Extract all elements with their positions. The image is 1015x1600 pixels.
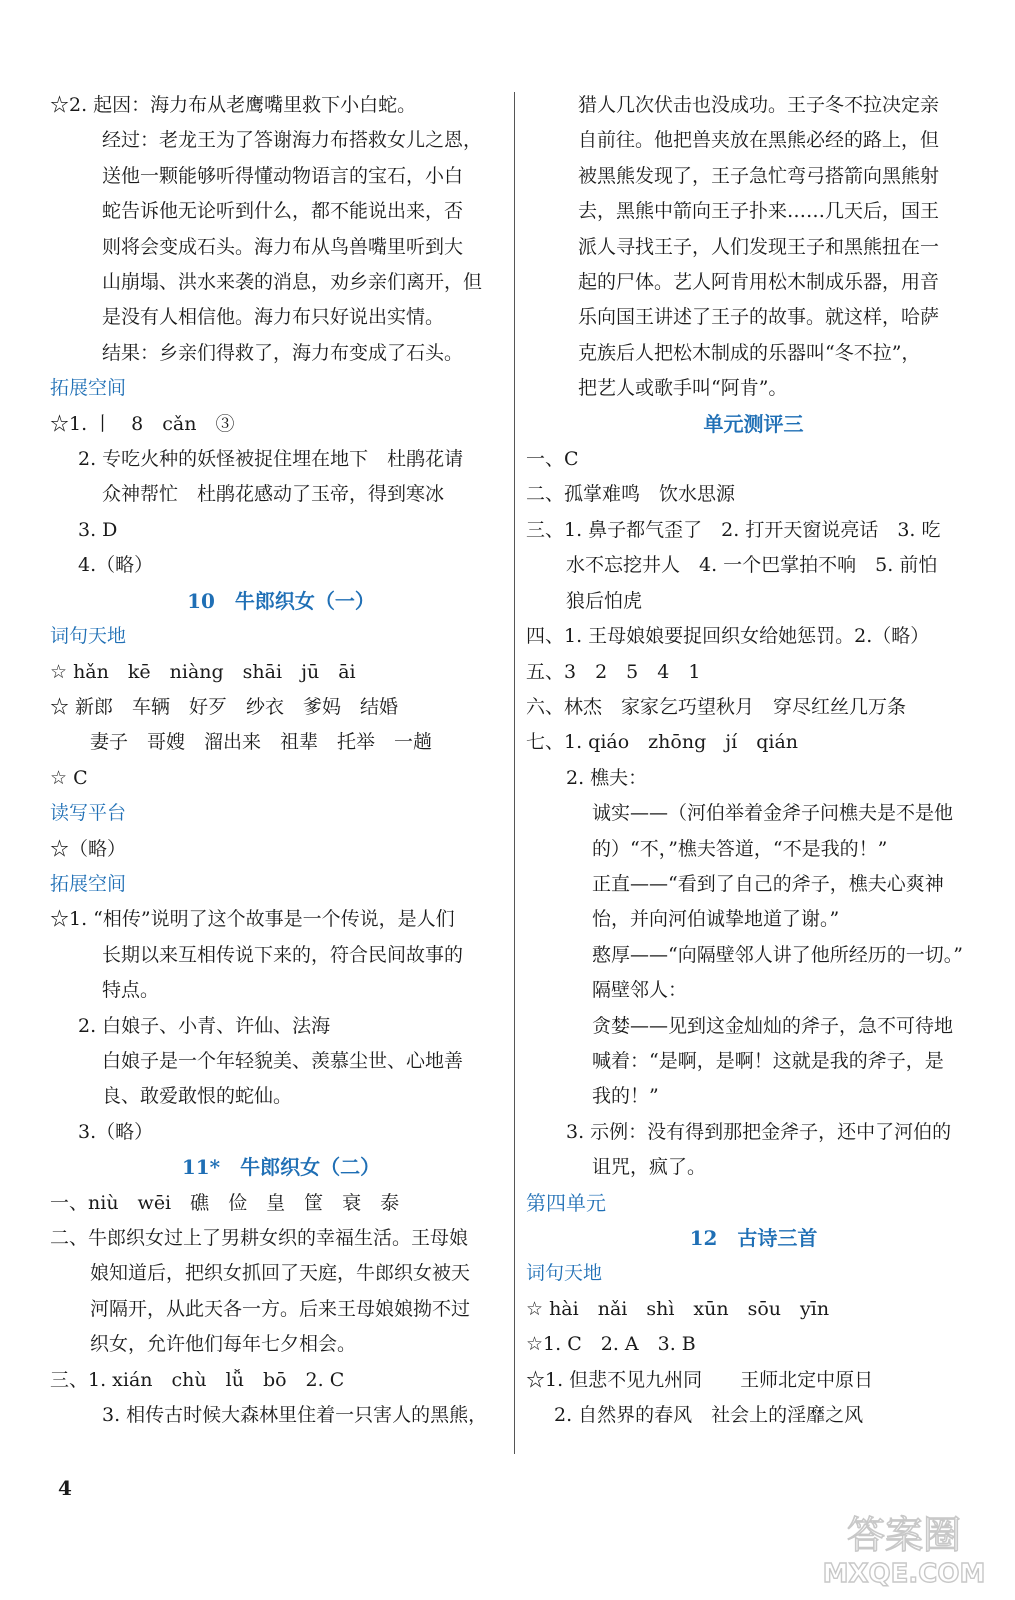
answer-line: 被黑熊发现了，王子急忙弯弓搭箭向黑熊射	[578, 164, 940, 187]
answer-line: 长期以来互相传说下来的，符合民间故事的	[102, 943, 464, 966]
column-divider	[514, 92, 515, 1454]
lesson-title: 单元测评三	[703, 411, 804, 436]
answer-line: 憨厚——“向隔壁邻人讲了他所经历的一切。”	[592, 943, 963, 966]
answer-line: 五、3 2 5 4 1	[526, 660, 701, 683]
answer-line: 特点。	[102, 979, 160, 1002]
answer-line: 山崩塌、洪水来袭的消息，劝乡亲们离开，但	[102, 271, 483, 294]
answer-line: 水不忘挖井人 4. 一个巴掌拍不响 5. 前怕	[566, 554, 938, 577]
answer-line: ☆ 新郎 车辆 好歹 纱衣 爹妈 结婚	[50, 695, 399, 718]
answer-line: 众神帮忙 杜鹃花感动了玉帝，得到寒冰	[102, 483, 445, 506]
answer-line: 娘知道后，把织女抓回了天庭，牛郎织女被天	[90, 1262, 471, 1285]
answer-line: 2. 樵夫：	[566, 766, 648, 789]
answer-line: 二、孤掌难鸣 饮水思源	[526, 483, 736, 506]
answer-line: 2. 白娘子、小青、许仙、法海	[78, 1014, 331, 1037]
section-heading: 词句天地	[50, 625, 127, 648]
answer-line: ☆2. 起因：海力布从老鹰嘴里救下小白蛇。	[50, 94, 417, 116]
answer-line: 二、牛郎织女过上了男耕女织的幸福生活。王母娘	[50, 1227, 469, 1249]
answer-line: 隔壁邻人：	[592, 979, 688, 1002]
answer-line: 一、niù wēi 礁 俭 皇 筐 衰 泰	[50, 1191, 400, 1214]
answer-line: 3. D	[78, 518, 118, 541]
answer-line: 是没有人相信他。海力布只好说出实情。	[102, 306, 445, 329]
answer-line: ☆1. C 2. A 3. B	[526, 1333, 696, 1356]
answer-line: 狼后怕虎	[566, 589, 643, 612]
answer-line: 4.（略）	[78, 554, 154, 577]
answer-line: 3. 示例：没有得到那把金斧子，还中了河伯的	[566, 1120, 952, 1143]
answer-line: 送他一颗能够听得懂动物语言的宝石，小白	[102, 164, 464, 187]
answer-line: 四、1. 王母娘娘要捉回织女给她惩罚。2.（略）	[526, 625, 930, 648]
answer-line: ☆ hài nǎi shì xūn sōu yīn	[526, 1297, 830, 1320]
answer-line: 的）“不，”樵夫答道，“不是我的！”	[592, 837, 888, 860]
answer-line: 我的！”	[592, 1085, 659, 1108]
answer-line: 织女，允许他们每年七夕相会。	[90, 1333, 357, 1356]
watermark-logo	[820, 1508, 988, 1590]
answer-line: 七、1. qiáo zhōng jí qián	[526, 731, 799, 754]
answer-line: 蛇告诉他无论听到什么，都不能说出来，否	[102, 200, 464, 223]
answer-line: 妻子 哥嫂 溜出来 祖辈 托举 一趟	[90, 731, 433, 754]
answer-line: ☆1. “相传”说明了这个故事是一个传说，是人们	[50, 908, 455, 931]
answer-line: 结果：乡亲们得救了，海力布变成了石头。	[102, 341, 464, 364]
answer-line: 3.（略）	[78, 1120, 154, 1143]
answer-line: 乐向国王讲述了王子的故事。就这样，哈萨	[578, 306, 940, 329]
answer-line: ☆（略）	[50, 837, 127, 860]
left-column	[50, 88, 512, 1433]
answer-line: 三、1. 鼻子都气歪了 2. 打开天窗说亮话 3. 吃	[526, 518, 941, 541]
answer-line: 正直——“看到了自己的斧子，樵夫心爽神	[592, 872, 944, 895]
answer-line: 良、敢爱敢恨的蛇仙。	[102, 1085, 293, 1108]
answer-line: 经过：老龙王为了答谢海力布搭救女儿之恩，	[102, 129, 483, 152]
answer-line: ☆1. 丨 8 cǎn ③	[50, 412, 235, 435]
watermark-text: 答案圈	[846, 1513, 962, 1557]
answer-line: 把艺人或歌手叫“阿肯”。	[578, 377, 788, 400]
answer-line: 喊着：“是啊，是啊！这就是我的斧子，是	[592, 1049, 944, 1072]
answer-line: 2. 专吃火种的妖怪被捉住埋在地下 杜鹃花请	[78, 448, 464, 471]
answer-line: 2. 自然界的春风 社会上的淫靡之风	[554, 1404, 864, 1427]
answer-line: ☆ C	[50, 766, 88, 789]
section-heading: 词句天地	[526, 1262, 603, 1285]
answer-line: 一、C	[526, 448, 579, 471]
right-column	[526, 88, 981, 1433]
page-number: 4	[58, 1476, 72, 1500]
answer-line: 六、林杰 家家乞巧望秋月 穿尽红丝几万条	[526, 695, 907, 718]
answer-line: 河隔开，从此天各一方。后来王母娘娘拗不过	[90, 1297, 471, 1320]
answer-line: ☆ hǎn kē niàng shāi jū āi	[50, 660, 356, 683]
section-heading: 拓展空间	[50, 872, 127, 895]
section-heading: 拓展空间	[50, 377, 127, 400]
answer-line: ☆1. 但悲不见九州同 王师北定中原日	[526, 1368, 874, 1391]
answer-line: 诅咒，疯了。	[592, 1156, 707, 1179]
answer-line: 3. 相传古时候大森林里住着一只害人的黑熊，	[102, 1404, 488, 1427]
answer-line: 派人寻找王子，人们发现王子和黑熊扭在一	[578, 235, 940, 258]
answer-line: 克族后人把松木制成的乐器叫“冬不拉”，	[578, 341, 921, 364]
lesson-title: 11* 牛郎织女（二）	[181, 1155, 381, 1180]
answer-line: 去，黑熊中箭向王子扑来……几天后，国王	[578, 200, 940, 223]
answer-line: 自前往。他把兽夹放在黑熊必经的路上，但	[578, 129, 940, 152]
answer-line: 诚实——（河伯举着金斧子问樵夫是不是他	[592, 802, 954, 825]
answer-line: 则将会变成石头。海力布从鸟兽嘴里听到大	[102, 235, 464, 258]
answer-line: 三、1. xián chù lǚ bō 2. C	[50, 1368, 345, 1391]
unit-heading: 第四单元	[526, 1190, 606, 1215]
answer-line: 贪婪——见到这金灿灿的斧子，急不可待地	[592, 1014, 954, 1037]
watermark-url: MXQE.COM	[822, 1559, 986, 1589]
answer-line: 猎人几次伏击也没成功。王子冬不拉决定亲	[578, 94, 940, 116]
lesson-title: 10 牛郎织女（一）	[187, 588, 375, 613]
section-heading: 读写平台	[50, 802, 127, 825]
answer-line: 白娘子是一个年轻貌美、羡慕尘世、心地善	[102, 1049, 464, 1072]
answer-line: 怡，并向河伯诚挚地道了谢。”	[592, 908, 840, 931]
lesson-title: 12 古诗三首	[689, 1226, 818, 1250]
answer-line: 起的尸体。艺人阿肯用松木制成乐器，用音	[578, 271, 940, 294]
